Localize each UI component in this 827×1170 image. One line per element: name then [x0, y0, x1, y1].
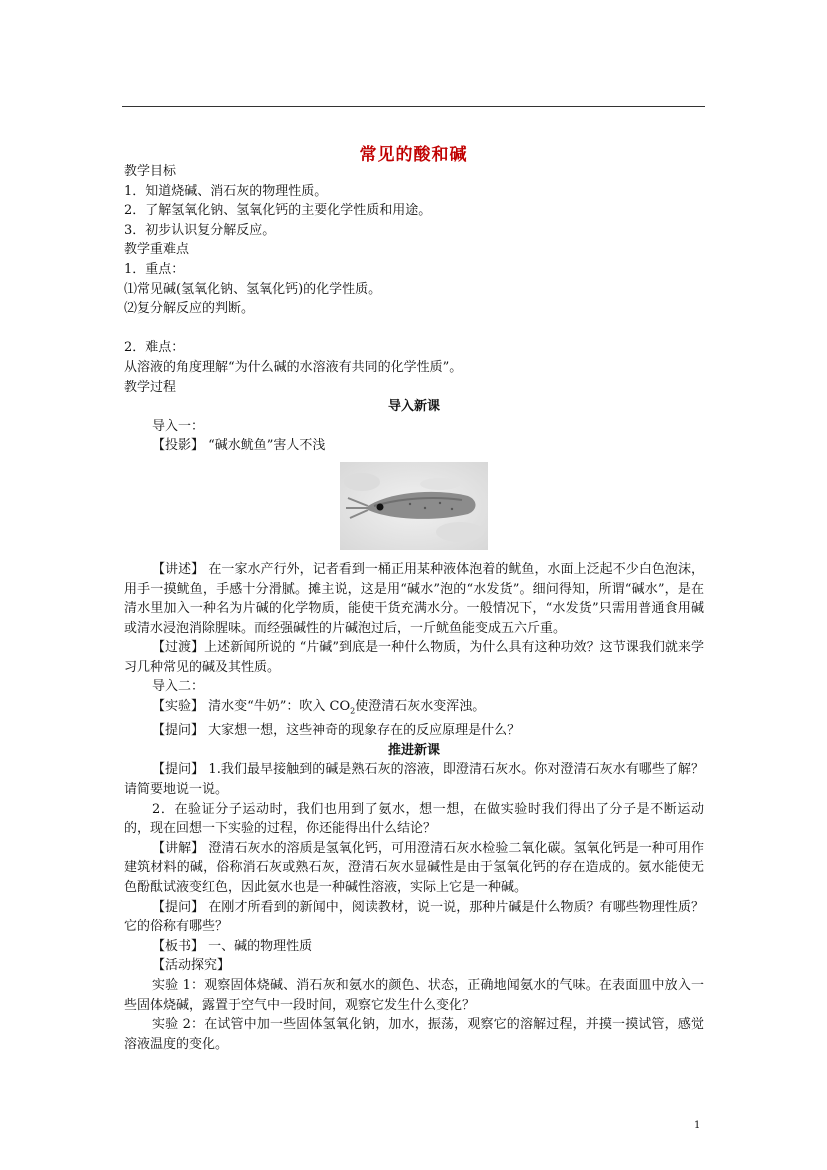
co2-subscript: 2	[350, 706, 356, 716]
experiment-line	[124, 697, 704, 721]
squid-image	[340, 462, 488, 550]
transition-paragraph: 【过渡】上述新闻所说的 “片碱”到底是一种什么物质，为什么具有这种功效？这节课我们就来学习几种常见的碱及其性质。	[124, 640, 704, 675]
experiment-1-paragraph: 实验 1：观察固体烧碱、消石灰和氨水的颜色、状态，正确地闻氨水的气味。在表面皿中放入一些固体烧碱，露置于空气中一段时间，观察它发生什么变化？	[124, 977, 704, 1013]
question-2-paragraph: 2．在验证分子运动时，我们也用到了氨水，想一想，在做实验时我们得出了分子是不断运动的，现在回想一下实验的过程，你还能得出什么结论？	[124, 801, 704, 837]
question-3-paragraph: 【提问】 在刚才所看到的新闻中，阅读教材，说一说，那种片碱是什么物质？有哪些物理性质？它的俗称有哪些？	[124, 899, 704, 935]
photo-container	[124, 462, 704, 550]
spacer	[124, 319, 704, 339]
header-rule	[122, 106, 705, 107]
section-new-lesson-heading: 推进新课	[387, 742, 440, 758]
page-title: 常见的酸和碱	[359, 145, 468, 165]
process-heading: 教学过程	[124, 379, 177, 395]
board-line: 【板书】 一、碱的物理性质	[152, 938, 313, 954]
squid-photo	[340, 462, 488, 550]
activity-line: 【活动探究】	[152, 958, 231, 974]
lecture-paragraph: 【讲述】 在一家水产行外，记者看到一桶正用某种液体泡着的鱿鱼，水面上泛起不少白色泡沫，用手一摸鱿鱼，手感十分滑腻。摊主说，这是用“碱水”泡的“水发货”。细问得知，所谓“碱水”，是在清水里加入一种名为片碱的化学物质，能使干货充满水分。一般情况下，“水发货”只需用普通食用碱或清水浸泡消除腥味。而经强碱性的片碱泡过后，一斤鱿鱼能变成五六斤重。	[124, 561, 704, 636]
experiment-prefix: 【实验】 清水变“牛奶”：吹入 CO	[152, 699, 351, 715]
objective-3: 3．初步认识复分解反应。	[124, 222, 276, 238]
intro-one-label: 导入一：	[152, 418, 205, 434]
objectives-heading: 教学目标	[124, 164, 177, 179]
difficulty-label: 2．难点：	[124, 340, 185, 356]
objective-1: 1．知道烧碱、消石灰的物理性质。	[124, 183, 328, 199]
experiment-suffix: 使澄清石灰水变浑浊。	[355, 699, 486, 715]
projection-line: 【投影】 “碱水鱿鱼”害人不浅	[152, 438, 326, 454]
intro-two-label: 导入二：	[152, 679, 205, 695]
question-0: 【提问】 大家想一想，这些神奇的现象存在的反应原理是什么？	[152, 723, 521, 739]
section-intro-heading: 导入新课	[387, 399, 440, 415]
key-point-2: ⑵复分解反应的判断。	[124, 301, 255, 317]
difficulty-text: 从溶液的角度理解“为什么碱的水溶液有共同的化学性质”。	[124, 359, 463, 375]
explanation-paragraph: 【讲解】 澄清石灰水的溶质是氢氧化钙，可用澄清石灰水检验二氧化碳。氢氧化钙是一种可用作建筑材料的碱，俗称消石灰或熟石灰，澄清石灰水显碱性是由于氢氧化钙的存在造成的。氨水能使无色酚酞试液变红色，因此氨水也是一种碱性溶液，实际上它是一种碱。	[124, 840, 704, 895]
question-1-paragraph: 【提问】 1.我们最早接触到的碱是熟石灰的溶液，即澄清石灰水。你对澄清石灰水有哪些了解？请简要地说一说。	[124, 762, 704, 798]
key-difficulty-heading: 教学重难点	[124, 242, 190, 258]
objective-2: 2．了解氢氧化钠、氢氧化钙的主要化学性质和用途。	[124, 203, 432, 219]
key-point-label: 1．重点：	[124, 261, 185, 277]
experiment-2-paragraph: 实验 2：在试管中加一些固体氢氧化钠，加水，振荡，观察它的溶解过程，并摸一摸试管，感觉溶液温度的变化。	[124, 1017, 704, 1052]
page-number: 1	[694, 1120, 701, 1131]
document-body	[124, 162, 704, 1054]
key-point-1: ⑴常见碱(氢氧化钠、氢氧化钙)的化学性质。	[124, 281, 382, 297]
